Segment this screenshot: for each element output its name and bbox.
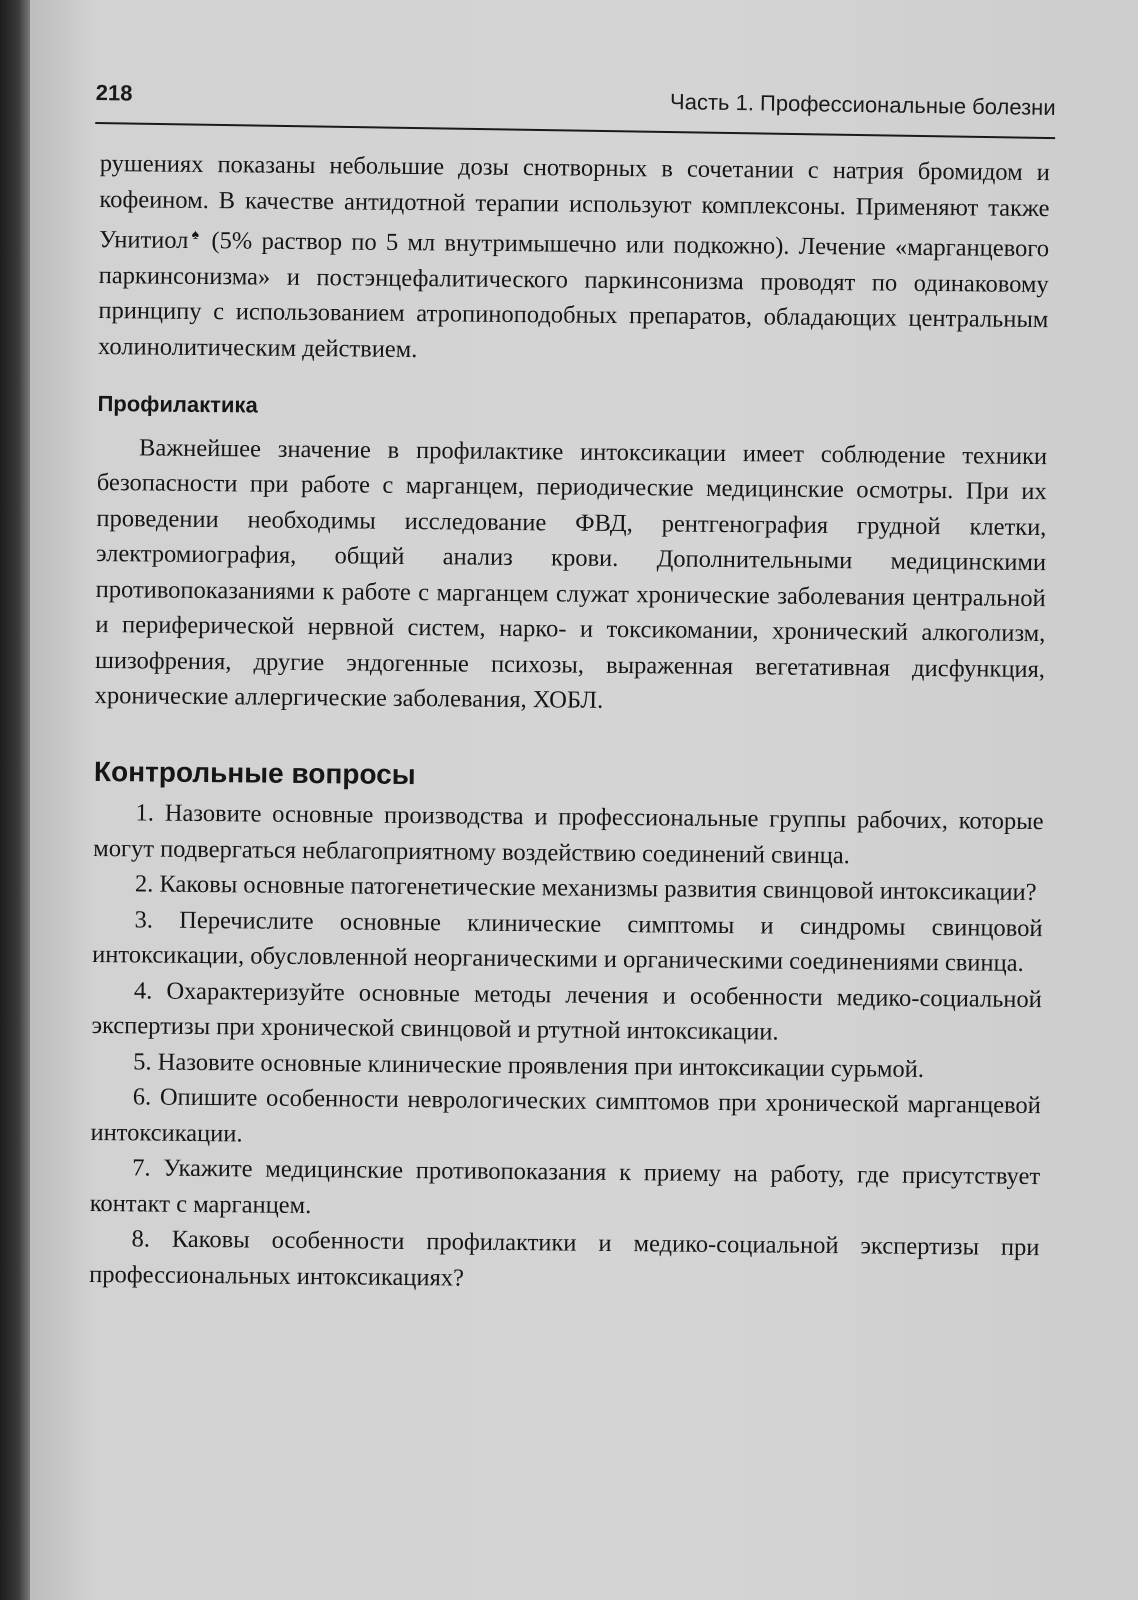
question-item: 6. Опишите особенности неврологических симптомов при хронической марганцевой интоксикации. xyxy=(90,1083,1041,1148)
paragraph-text-end: (5% раствор по 5 мл внутримышечно или подкожно). Лечение «марганцевого паркинсонизма» и постэнцефалитического паркинсонизма проводят по одинаковому принципу с использованием атропиноподобных препаратов, обладающих центральным холинолитическим действием. xyxy=(97,227,1050,363)
question-item: 1. Назовите основные производства и профессиональные группы рабочих, которые могут подвергаться неблагоприятному воздействию соединений свинца. xyxy=(93,799,1044,869)
section-heading-prevention: Профилактика xyxy=(97,391,258,418)
book-spine-shadow xyxy=(0,0,30,1600)
paragraph-text-start: рушениях показаны небольшие дозы снотворных в сочетании с натрия бромидом и кофеином. В качестве антидотной терапии используют комплексоны. Применяют также Унитиол xyxy=(98,149,1050,255)
question-item: 8. Каковы особенности профилактики и медико-социальной экспертизы при профессиональных интоксикациях? xyxy=(89,1225,1040,1292)
page-body xyxy=(89,146,1050,1301)
section-heading-questions: Контрольные вопросы xyxy=(93,755,416,790)
question-item: 7. Укажите медицинские противопоказания к приему на работу, где присутствует контакт с марганцем. xyxy=(89,1154,1041,1219)
running-title: Часть 1. Профессиональные болезни xyxy=(669,89,1056,121)
question-item: 2. Каковы основные патогенетические механизмы развития свинцовой интоксикации? xyxy=(134,870,1037,907)
prevention-paragraph: Важнейшее значение в профилактике интоксикации имеет соблюдение техники безопасности при работе с марганцем, периодические медицинские осмотры. При их проведении необходимы исследование ФВД, рентгенография грудной клетки, электромиография, общий анализ крови. Дополнительными медицинскими противопоказаниями к работе с марганцем служат хронические заболевания центральной и периферической нервной систем, нарко- и токсикомании, хронический алкоголизм, шизофрения, другие эндогенные психозы, выраженная вегетативная дисфункция, хронические аллергические заболевания, ХОБЛ. xyxy=(94,434,1048,715)
paragraph-continuation xyxy=(98,146,1050,373)
questions-list xyxy=(89,795,1044,1301)
trademark-symbol: ♠ xyxy=(188,227,203,243)
question-item: 5. Назовите основные клинические проявления при интоксикации сурьмой. xyxy=(133,1048,925,1083)
question-item: 3. Перечислите основные клинические симптомы и синдромы свинцовой интоксикации, обусловленной неорганическими и органическими соединениями свинца. xyxy=(92,906,1043,978)
page-number: 218 xyxy=(95,79,133,106)
question-item: 4. Охарактеризуйте основные методы лечения и особенности медико-социальной экспертизы при хронической свинцовой и ртутной интоксикации. xyxy=(91,977,1042,1046)
